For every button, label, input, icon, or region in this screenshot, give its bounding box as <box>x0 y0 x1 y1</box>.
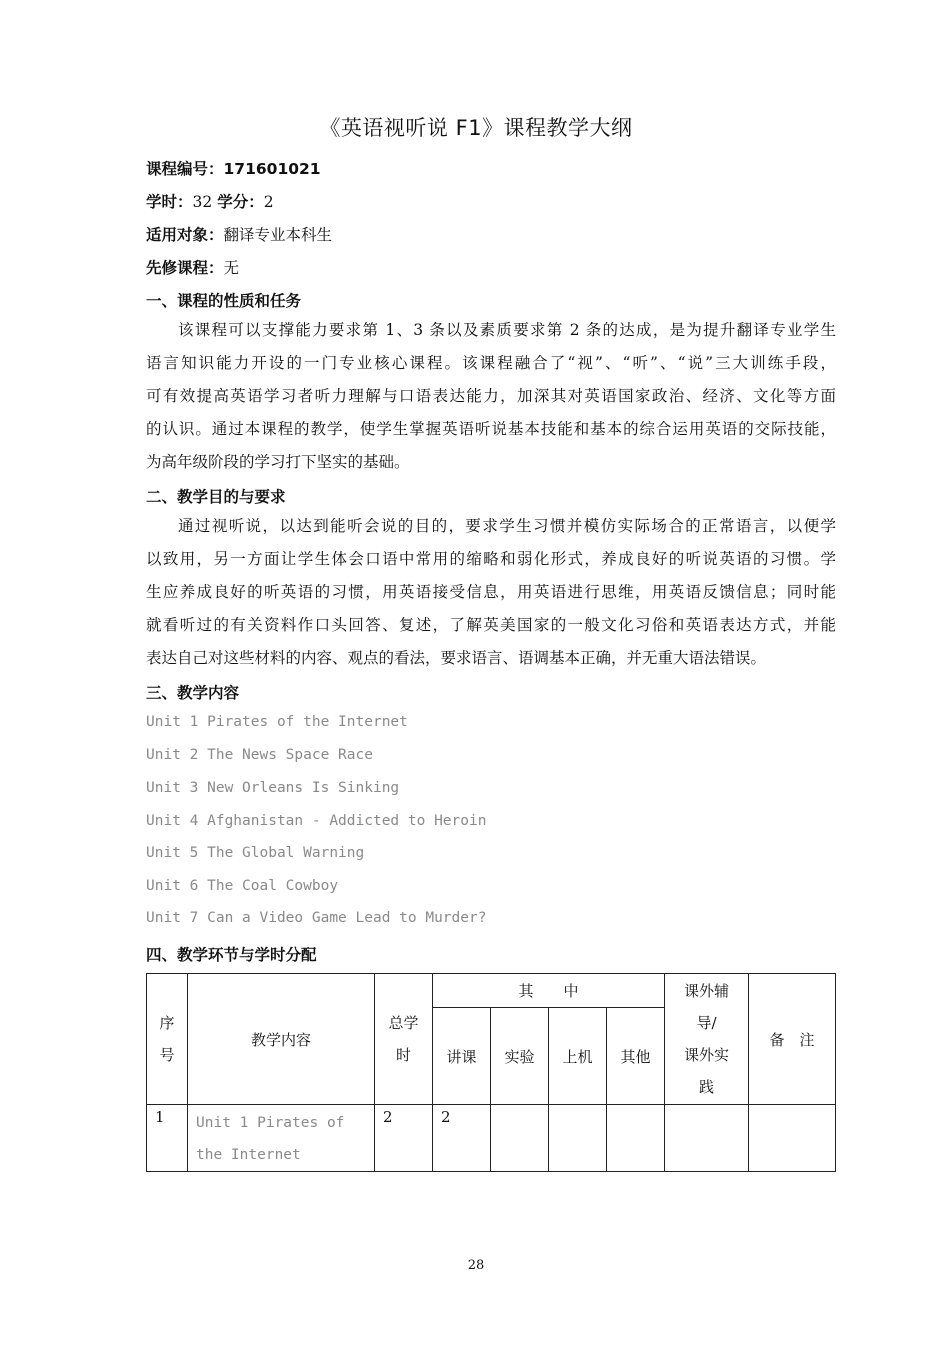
row-lecture: 2 <box>433 1105 491 1172</box>
row-computer <box>549 1105 607 1172</box>
section4-heading: 四、教学环节与学时分配 <box>146 946 317 964</box>
row-total-hours: 2 <box>375 1105 433 1172</box>
audience-line <box>146 223 836 245</box>
row-seq: 1 <box>147 1105 188 1172</box>
section1-line: 可有效提高英语学习者听力理解与口语表达能力，加深其对英语国家政治、经济、文化等方面 <box>146 387 836 405</box>
row-experiment <box>491 1105 549 1172</box>
header-among: 其 中 <box>433 974 665 1008</box>
section1-heading: 一、课程的性质和任务 <box>146 292 302 310</box>
unit-item: Unit 5 The Global Warning <box>146 845 365 861</box>
row-outside <box>665 1105 749 1172</box>
section2-paragraph <box>146 510 836 675</box>
section1-line: 语言知识能力开设的一门专业核心课程。该课程融合了“视”、“听”、“说”三大训练手段， <box>146 354 836 372</box>
section2-line: 就看听过的有关资料作口头回答、复述，了解英美国家的一般文化习俗和英语表达方式，并能 <box>146 616 836 634</box>
unit-item: Unit 1 Pirates of the Internet <box>146 714 408 730</box>
credits-label: 学分： <box>217 193 264 211</box>
header-computer: 上机 <box>549 1008 607 1105</box>
audience-value: 翻译专业本科生 <box>223 226 333 244</box>
header-outside: 课外辅 导/ 课外实 践 <box>665 974 749 1105</box>
audience-label: 适用对象： <box>146 226 224 244</box>
unit-item: Unit 4 Afghanistan - Addicted to Heroin <box>146 813 487 829</box>
row-content: Unit 1 Pirates of the Internet <box>188 1105 375 1172</box>
section1-line: 该课程可以支撑能力要求第 1、3 条以及素质要求第 2 条的达成，是为提升翻译专业学生 <box>178 321 836 339</box>
header-other: 其他 <box>607 1008 665 1105</box>
header-total-hours: 总学 时 <box>375 974 433 1105</box>
credits-value: 2 <box>263 193 274 211</box>
header-experiment: 实验 <box>491 1008 549 1105</box>
hours-label: 学时： <box>146 193 193 211</box>
hours-value: 32 <box>192 193 213 211</box>
section2-line: 以致用，另一方面让学生体会口语中常用的缩略和弱化形式，养成良好的听说英语的习惯。学 <box>146 550 836 568</box>
unit-item: Unit 2 The News Space Race <box>146 747 373 763</box>
section2-line: 表达自己对这些材料的内容、观点的看法，要求语言、语调基本正确，并无重大语法错误。 <box>146 649 767 667</box>
row-remarks <box>749 1105 836 1172</box>
section2-heading: 二、教学目的与要求 <box>146 488 286 506</box>
section1-line: 为高年级阶段的学习打下坚实的基础。 <box>146 453 410 471</box>
header-remarks: 备 注 <box>749 974 836 1105</box>
unit-item: Unit 6 The Coal Cowboy <box>146 878 339 894</box>
table-row <box>147 1105 836 1172</box>
row-other <box>607 1105 665 1172</box>
prerequisite-value: 无 <box>223 259 240 277</box>
section2-line: 通过视听说，以达到能听会说的目的，要求学生习惯并模仿实际场合的正常语言，以便学 <box>178 517 836 535</box>
section2-line: 生应养成良好的听英语的习惯，用英语接受信息，用英语进行思维，用英语反馈信息；同时能 <box>146 583 836 601</box>
table-header-row <box>147 974 836 1008</box>
unit-item: Unit 3 New Orleans Is Sinking <box>146 780 400 796</box>
prerequisite-line <box>146 256 836 278</box>
prerequisite-label: 先修课程： <box>146 259 224 277</box>
header-lecture: 讲课 <box>433 1008 491 1105</box>
header-content: 教学内容 <box>188 974 375 1105</box>
schedule-table <box>146 973 836 1172</box>
course-code-label: 课程编号： <box>146 160 224 178</box>
section1-line: 的认识。通过本课程的教学，使学生掌握英语听说基本技能和基本的综合运用英语的交际技能， <box>146 420 836 438</box>
unit-item: Unit 7 Can a Video Game Lead to Murder? <box>146 910 487 926</box>
section3-heading: 三、教学内容 <box>146 684 240 702</box>
section1-paragraph <box>146 314 836 479</box>
hours-credits-line <box>146 190 836 212</box>
course-code-value: 171601021 <box>223 160 321 178</box>
page-title: 《英语视听说 F1》课程教学大纲 <box>319 116 633 140</box>
page-number: 28 <box>467 1258 485 1273</box>
course-code-line <box>146 157 836 179</box>
header-seq: 序 号 <box>147 974 188 1105</box>
